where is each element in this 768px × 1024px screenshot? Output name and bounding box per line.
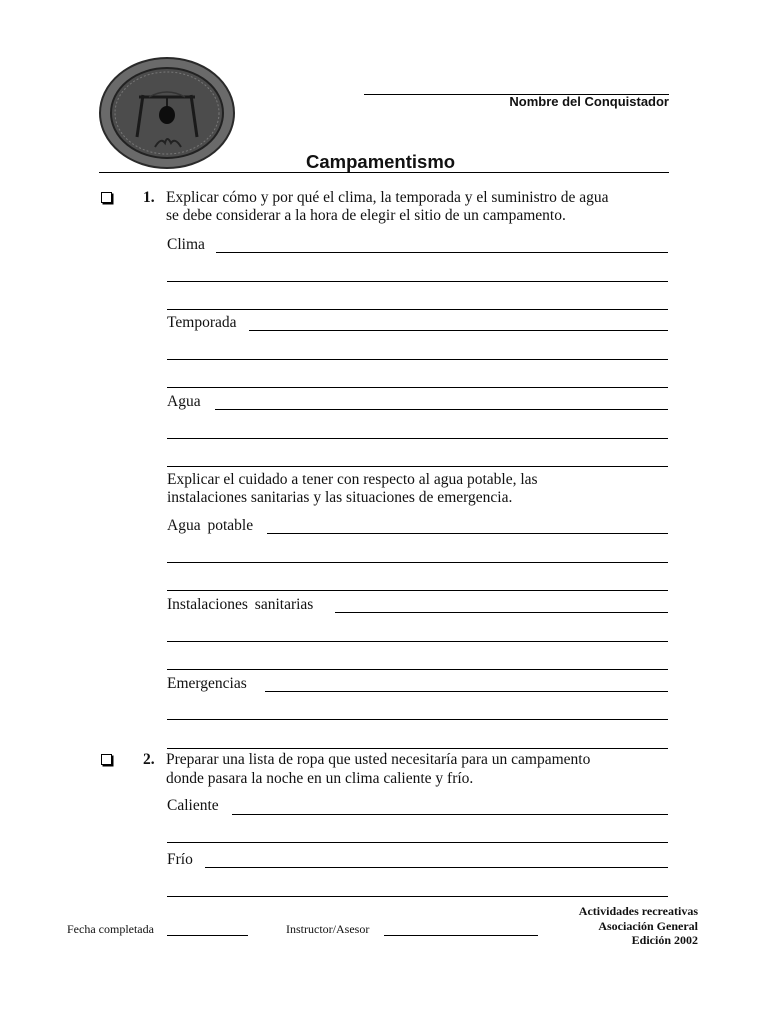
temporada-label: Temporada — [167, 314, 237, 331]
temporada-line — [249, 330, 668, 331]
agua-potable-line-2 — [167, 562, 668, 563]
clima-line-3 — [167, 309, 668, 310]
question-1-text-line1: Explicar cómo y por qué el clima, la temporada y el suministro de agua — [166, 189, 609, 206]
frio-input[interactable] — [207, 850, 666, 867]
caliente-label: Caliente — [167, 797, 219, 814]
title-rule — [99, 172, 669, 173]
question-1-number: 1. — [143, 189, 155, 206]
instructor-asesor-input[interactable] — [385, 918, 537, 935]
agua-potable-line-3 — [167, 590, 668, 591]
caliente-line — [232, 814, 668, 815]
clima-line-2 — [167, 281, 668, 282]
checkbox-icon[interactable] — [101, 754, 112, 765]
instructor-asesor-line — [384, 935, 538, 936]
agua-line-3 — [167, 466, 668, 467]
instalaciones-line — [335, 612, 668, 613]
emergencias-input[interactable] — [267, 674, 666, 691]
instalaciones-input[interactable] — [337, 595, 666, 612]
agua-label: Agua — [167, 393, 201, 410]
fecha-completada-line — [167, 935, 248, 936]
emergencias-label: Emergencias — [167, 675, 247, 692]
agua-potable-line — [267, 533, 668, 534]
emergencias-line-3 — [167, 748, 668, 749]
publication-info — [548, 904, 698, 948]
publication-line-1: Actividades recreativas — [578, 904, 698, 918]
frio-line — [205, 867, 668, 868]
agua-potable-input[interactable] — [269, 516, 666, 533]
instalaciones-line-3 — [167, 669, 668, 670]
subquestion-text-line2: instalaciones sanitarias y las situaciones de emergencia. — [167, 489, 513, 506]
instalaciones-label: Instalaciones sanitarias — [167, 596, 314, 613]
agua-input[interactable] — [217, 392, 666, 409]
emergencias-line-2 — [167, 719, 668, 720]
publication-line-2: Asociación General — [598, 918, 698, 933]
camping-badge-icon — [99, 57, 235, 169]
conquistador-name-label: Nombre del Conquistador — [509, 94, 669, 109]
fecha-completada-input[interactable] — [168, 918, 247, 935]
agua-line-2 — [167, 438, 668, 439]
temporada-line-3 — [167, 387, 668, 388]
temporada-line-2 — [167, 359, 668, 360]
temporada-input[interactable] — [251, 313, 666, 330]
subquestion-text-line1: Explicar el cuidado a tener con respecto al agua potable, las — [167, 471, 538, 488]
publication-line-3: Edición 2002 — [631, 933, 698, 947]
caliente-line-2 — [167, 842, 668, 843]
emergencias-line — [265, 691, 668, 692]
clima-line — [216, 252, 668, 253]
question-2-number: 2. — [143, 751, 155, 768]
clima-input[interactable] — [218, 235, 666, 252]
agua-potable-label: Agua potable — [167, 517, 254, 534]
question-2-text-line1: Preparar una lista de ropa que usted necesitaría para un campamento — [166, 751, 591, 768]
caliente-input[interactable] — [234, 797, 666, 814]
clima-label: Clima — [167, 236, 205, 253]
frio-line-2 — [167, 896, 668, 897]
instructor-asesor-label: Instructor/Asesor — [286, 922, 370, 936]
question-1-text-line2: se debe considerar a la hora de elegir el sitio de un campamento. — [166, 207, 566, 224]
page-title: Campamentismo — [306, 151, 456, 172]
question-2-text-line2: donde pasara la noche en un clima caliente y frío. — [166, 770, 474, 787]
agua-line — [215, 409, 668, 410]
fecha-completada-label: Fecha completada — [67, 922, 154, 936]
instalaciones-line-2 — [167, 641, 668, 642]
checkbox-icon[interactable] — [101, 192, 112, 203]
frio-label: Frío — [167, 851, 193, 868]
conquistador-name-input[interactable] — [366, 76, 666, 93]
